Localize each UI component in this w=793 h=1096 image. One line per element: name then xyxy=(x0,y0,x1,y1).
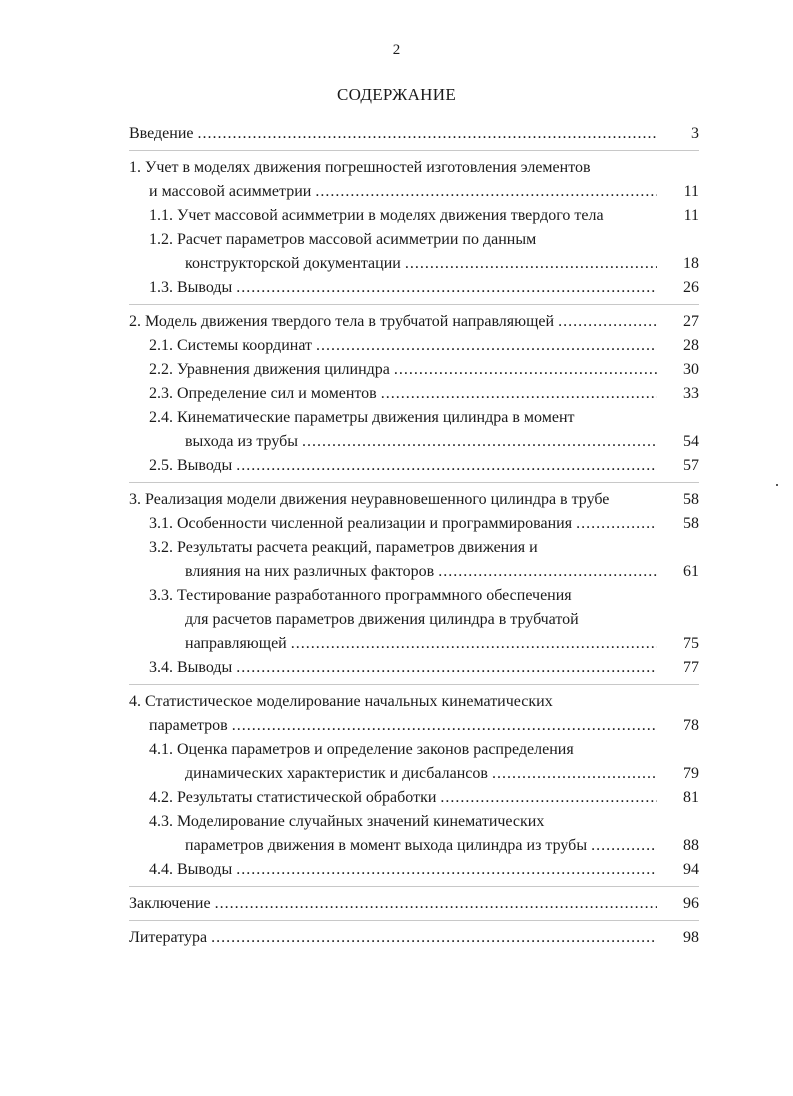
toc-section-4-1-line2 xyxy=(129,762,699,786)
toc-section-2-4-line1 xyxy=(129,406,699,430)
toc-entry-text: 2.3. Определение сил и моментов xyxy=(149,385,377,402)
toc-entry-text: Литература xyxy=(129,929,208,946)
toc-entry-text: 3. Реализация модели движения неуравновешенного цилиндра в трубе xyxy=(129,491,610,508)
leader-dots xyxy=(291,632,657,656)
toc-page-number: 58 xyxy=(683,515,699,532)
toc-page-number: 54 xyxy=(683,433,699,450)
toc-entry-text: параметров xyxy=(149,717,228,734)
toc-section-2-2 xyxy=(129,358,699,382)
toc-page-number: 58 xyxy=(683,491,699,508)
toc-page-number: 79 xyxy=(683,765,699,782)
toc-page-number: 11 xyxy=(683,183,699,200)
toc-entry-literature xyxy=(129,926,699,950)
toc-section-1-2-line2 xyxy=(129,252,699,276)
toc-entry-text: направляющей xyxy=(185,635,287,652)
toc-entry-text: 4.4. Выводы xyxy=(149,861,233,878)
toc-page-number: 61 xyxy=(683,563,699,580)
toc-section-2-5 xyxy=(129,454,699,478)
toc-page-number: 94 xyxy=(683,861,699,878)
toc-chapter-1-line2 xyxy=(129,180,699,204)
leader-dots xyxy=(211,926,657,950)
toc-section-1-3 xyxy=(129,276,699,300)
toc-entry-text: 3.2. Результаты расчета реакций, параметров движения и xyxy=(149,539,538,556)
toc-entry-text: выхода из трубы xyxy=(185,433,299,450)
toc-entry-text: Заключение xyxy=(129,895,211,912)
page-title: СОДЕРЖАНИЕ xyxy=(336,85,457,104)
toc-section-4-1-line1 xyxy=(129,738,699,762)
divider xyxy=(129,684,699,685)
toc-entry-text: 3.1. Особенности численной реализации и программирования xyxy=(149,515,573,532)
toc-chapter-2 xyxy=(129,310,699,334)
toc-entry-text: 2.4. Кинематические параметры движения цилиндра в момент xyxy=(149,409,575,426)
toc-chapter-4-line2 xyxy=(129,714,699,738)
leader-dots xyxy=(394,358,657,382)
toc-section-1-1 xyxy=(129,204,699,228)
toc-entry-text: 2.1. Системы координат xyxy=(149,337,312,354)
toc-entry-text: 4. Статистическое моделирование начальных кинематических xyxy=(129,693,553,710)
leader-dots xyxy=(215,892,657,916)
toc-entry-text: 1. Учет в моделях движения погрешностей изготовления элементов xyxy=(129,159,591,176)
leader-dots xyxy=(440,786,657,810)
toc-page-number: 33 xyxy=(683,385,699,402)
table-of-contents xyxy=(129,122,699,950)
toc-page-number: 11 xyxy=(683,207,699,224)
toc-entry-text: конструкторской документации xyxy=(185,255,401,272)
leader-dots xyxy=(236,656,657,680)
toc-page-number: 75 xyxy=(683,635,699,652)
toc-section-2-1 xyxy=(129,334,699,358)
toc-section-3-2-line2 xyxy=(129,560,699,584)
leader-dots xyxy=(405,252,657,276)
toc-entry-text: 3.4. Выводы xyxy=(149,659,233,676)
leader-dots xyxy=(198,122,658,146)
toc-page-number: 88 xyxy=(683,837,699,854)
leader-dots xyxy=(236,858,657,882)
toc-page-number: 81 xyxy=(683,789,699,806)
toc-entry-text: 4.2. Результаты статистической обработки xyxy=(149,789,437,806)
leader-dots xyxy=(315,180,657,204)
leader-dots xyxy=(316,334,657,358)
toc-chapter-3 xyxy=(129,488,699,512)
toc-page-number: 30 xyxy=(683,361,699,378)
toc-page-number: 27 xyxy=(683,313,699,330)
toc-section-3-1 xyxy=(129,512,699,536)
toc-section-2-4-line2 xyxy=(129,430,699,454)
leader-dots xyxy=(232,714,657,738)
toc-section-4-3-line1 xyxy=(129,810,699,834)
divider xyxy=(129,304,699,305)
leader-dots xyxy=(591,834,657,858)
toc-entry-text: 2.5. Выводы xyxy=(149,457,233,474)
toc-page-number: 3 xyxy=(691,125,699,142)
leader-dots xyxy=(236,276,657,300)
divider xyxy=(129,150,699,151)
leader-dots xyxy=(236,454,657,478)
page-number: 2 xyxy=(392,42,401,58)
leader-dots xyxy=(492,762,657,786)
scan-speck xyxy=(776,484,778,486)
toc-section-3-3-line3 xyxy=(129,632,699,656)
divider xyxy=(129,886,699,887)
toc-entry-text: для расчетов параметров движения цилиндра в трубчатой xyxy=(185,611,579,628)
toc-section-3-3-line2 xyxy=(129,608,699,632)
toc-entry-text: влияния на них различных факторов xyxy=(185,563,435,580)
toc-page-number: 78 xyxy=(683,717,699,734)
toc-entry-conclusion xyxy=(129,892,699,916)
toc-entry-intro xyxy=(129,122,699,146)
toc-section-1-2-line1 xyxy=(129,228,699,252)
toc-entry-text: 1.1. Учет массовой асимметрии в моделях движения твердого тела xyxy=(149,207,604,224)
toc-section-3-3-line1 xyxy=(129,584,699,608)
toc-entry-text: динамических характеристик и дисбалансов xyxy=(185,765,488,782)
toc-entry-text: 4.3. Моделирование случайных значений кинематических xyxy=(149,813,545,830)
toc-entry-text: 1.2. Расчет параметров массовой асимметрии по данным xyxy=(149,231,537,248)
toc-entry-text: 1.3. Выводы xyxy=(149,279,233,296)
toc-entry-text: 3.3. Тестирование разработанного программного обеспечения xyxy=(149,587,572,604)
leader-dots xyxy=(576,512,657,536)
toc-entry-text: Введение xyxy=(129,125,194,142)
toc-entry-text: 4.1. Оценка параметров и определение законов распределения xyxy=(149,741,574,758)
toc-page-number: 77 xyxy=(683,659,699,676)
toc-page-number: 57 xyxy=(683,457,699,474)
toc-chapter-4-line1 xyxy=(129,690,699,714)
toc-page-number: 98 xyxy=(683,929,699,946)
toc-section-3-4 xyxy=(129,656,699,680)
toc-section-4-4 xyxy=(129,858,699,882)
toc-section-3-2-line1 xyxy=(129,536,699,560)
toc-section-4-3-line2 xyxy=(129,834,699,858)
toc-chapter-1-line1 xyxy=(129,156,699,180)
toc-entry-text: 2.2. Уравнения движения цилиндра xyxy=(149,361,390,378)
leader-dots xyxy=(381,382,657,406)
leader-dots xyxy=(302,430,657,454)
toc-section-4-2 xyxy=(129,786,699,810)
toc-page-number: 96 xyxy=(683,895,699,912)
toc-section-2-3 xyxy=(129,382,699,406)
toc-page-number: 26 xyxy=(683,279,699,296)
toc-page-number: 28 xyxy=(683,337,699,354)
toc-entry-text: и массовой асимметрии xyxy=(149,183,312,200)
toc-entry-text: параметров движения в момент выхода цилиндра из трубы xyxy=(185,837,588,854)
divider xyxy=(129,920,699,921)
divider xyxy=(129,482,699,483)
toc-page-number: 18 xyxy=(683,255,699,272)
leader-dots xyxy=(438,560,657,584)
toc-entry-text: 2. Модель движения твердого тела в трубчатой направляющей xyxy=(129,313,555,330)
leader-dots xyxy=(558,310,657,334)
